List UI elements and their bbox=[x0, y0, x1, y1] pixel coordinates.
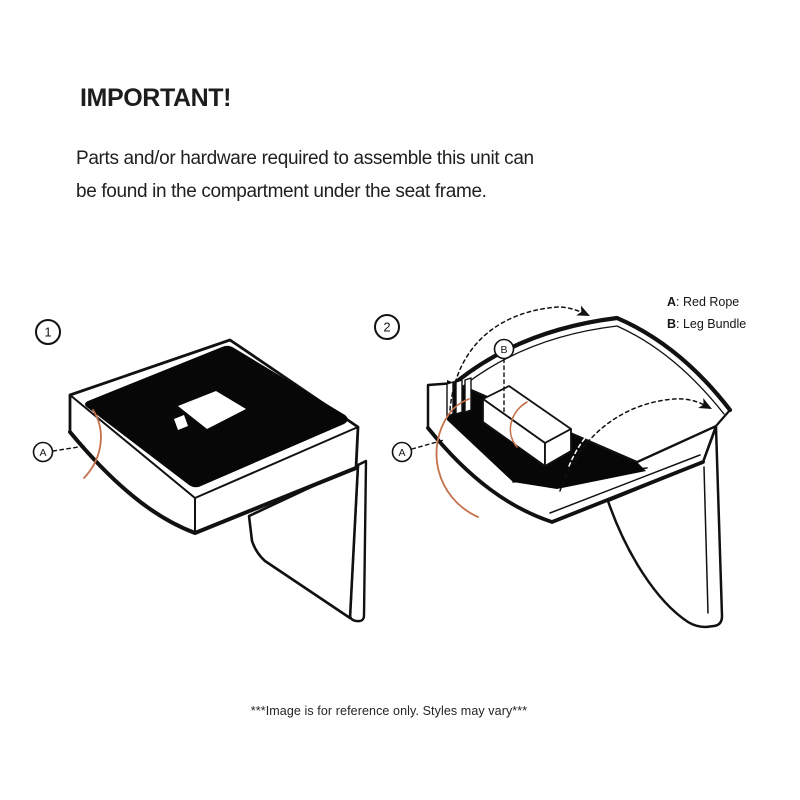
callout-a-label: A bbox=[39, 446, 47, 459]
parts-legend bbox=[667, 291, 746, 335]
legend-item-red-rope: A: Red Rope bbox=[667, 295, 740, 309]
legend-item-leg-bundle: B: Leg Bundle bbox=[667, 317, 747, 331]
callout-a-label: A bbox=[398, 446, 406, 459]
seat-open-drawing bbox=[375, 305, 730, 627]
wall-slat bbox=[465, 378, 471, 412]
instruction-text bbox=[76, 142, 636, 208]
callout-a-leader bbox=[412, 440, 444, 449]
diagram-seat-closed bbox=[28, 315, 378, 635]
wall-slat bbox=[456, 380, 462, 414]
callout-a-leader bbox=[53, 446, 85, 451]
page-title: IMPORTANT! bbox=[80, 84, 232, 112]
instruction-line-1: Parts and/or hardware required to assemble this unit can bbox=[76, 148, 534, 169]
reference-note: ***Image is for reference only. Styles may vary*** bbox=[250, 704, 528, 718]
instruction-line-2: be found in the compartment under the seat frame. bbox=[76, 181, 487, 202]
arrow-head-left bbox=[576, 305, 593, 321]
seat-closed-drawing bbox=[34, 320, 367, 621]
diagram-seat-open bbox=[370, 285, 780, 640]
callout-b-label: B bbox=[500, 343, 508, 356]
step-1-number: 1 bbox=[44, 324, 52, 340]
step-2-number: 2 bbox=[383, 319, 391, 335]
